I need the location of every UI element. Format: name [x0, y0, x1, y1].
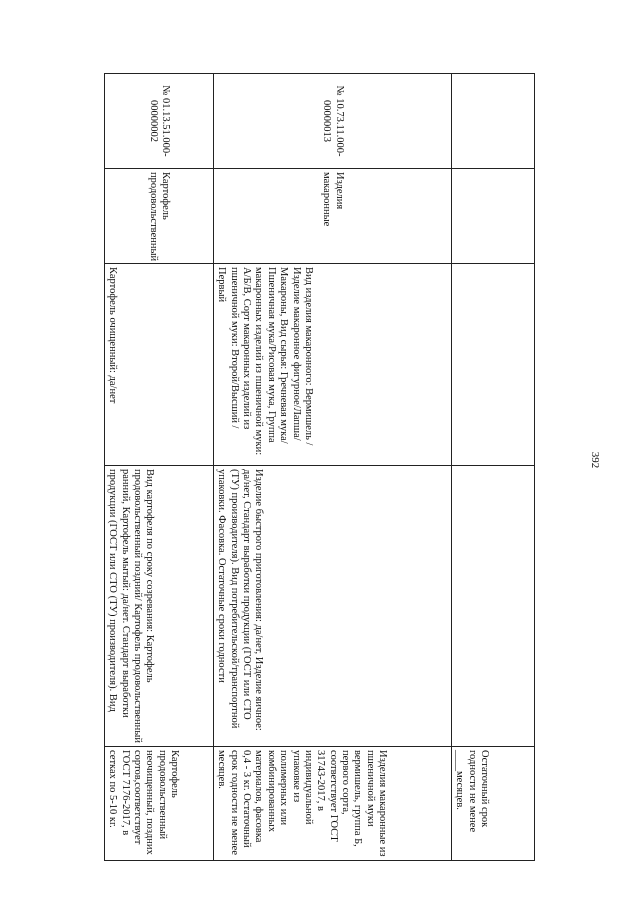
table-row: [214, 74, 452, 861]
product-feature-cell: Картофель очищенный: да/нет: [105, 264, 214, 466]
table-row: [105, 74, 214, 861]
product-feature-cell: Изделие быстрого приготовления: да/нет, Изделие яичное: да/нет, Стандарт выработки продукции (ГОСТ или СТО (ТУ) производителя). Вид потребительской/транспортной упаковки. Фасовка. Остаточные сроки годности: [214, 466, 452, 747]
ktru-code-cell: № 10.73.11.000-00000013: [214, 74, 452, 169]
product-feature-cell: Вид изделия макаронного: Вермишель /Изделие макаронное фигурное/Лапша/Макароны, Вид сырья: Гречневая мука/Пшеничная мука/Рисовая мука, Группа макаронных изделий из пшеничной муки: А/Б/В, Сорт макаронных изделий из пшеничной муки: Второй/Высший /Первый: [214, 264, 452, 466]
product-name-cell: Картофель продовольственный: [105, 169, 214, 264]
product-value-cell: Изделия макаронные из пшеничной муки вермишель, группа Б, первого сорта, соответствует ГОСТ 31743-2017, в индивидуальной упаковке из полимерных или комбинированных материалов, фасовка 0,4 - 3 кг. Остаточный срок годности не менее месяцев.: [214, 747, 452, 861]
shelf-life-cell: Остаточный срок годности не менее ____месяцев.: [452, 747, 535, 861]
ktru-code-cell: № 01.13.51.000-00000002: [105, 74, 214, 169]
procurement-table: [104, 73, 535, 861]
empty-cell: [452, 169, 535, 264]
rotated-table-container: [107, 73, 535, 860]
table-row-header: [452, 74, 535, 861]
empty-cell: [452, 74, 535, 169]
page-number: 392: [589, 451, 601, 469]
empty-cell: [452, 466, 535, 747]
empty-cell: [452, 264, 535, 466]
product-name-cell: Изделия макаронные: [214, 169, 452, 264]
product-value-cell: Картофель продовольственный неочищенный, поздних сортов,соответствует ГОСТ 7176-2017, в сетках по 5-10 кг.: [105, 747, 214, 861]
product-feature-cell: Вид картофеля по сроку созревания: Картофель продовольственный поздний/ Картофель продовольственный ранний, Картофель мытый: да/нет. Стандарт выработки продукции (ГОСТ или СТО (ТУ) производителя). Вид: [105, 466, 214, 747]
